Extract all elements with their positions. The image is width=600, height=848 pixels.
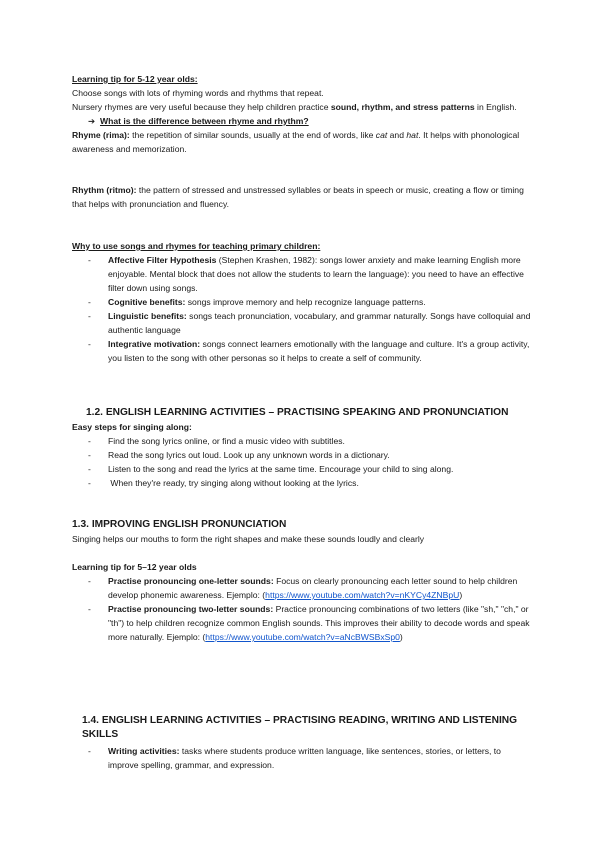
list-item: - Writing activities: tasks where students produce written language, like sentences, stories, or letters, to improve spelling, grammar, and expression. [72, 744, 532, 772]
pronunciation-tip [72, 560, 532, 644]
list-item: - Integrative motivation: songs connect learners emotionally with the language and culture. It's a group activity, you listen to the song with other personas so it helps to create a self of community. [72, 337, 532, 365]
section-1-3 [72, 518, 532, 546]
pronunciation-list [72, 574, 532, 644]
list-item: - Cognitive benefits: songs improve memory and help recognize language patterns. [72, 295, 532, 309]
singing-steps [72, 420, 532, 490]
singing-steps-list [72, 434, 532, 490]
reading-writing-list [72, 744, 532, 772]
arrow-icon: ➔ [88, 116, 96, 126]
section-intro: Singing helps our mouths to form the right shapes and make these sounds loudly and clearly [72, 534, 425, 544]
tip-line: Choose songs with lots of rhyming words and rhythms that repeat. [72, 88, 324, 98]
question-line [72, 114, 532, 128]
youtube-link[interactable]: https://www.youtube.com/watch?v=nKYCy4ZNBpU [265, 590, 460, 600]
section-heading: 1.3. IMPROVING ENGLISH PRONUNCIATION [72, 519, 287, 530]
learning-tip-heading: Learning tip for 5-12 year olds: [72, 74, 198, 84]
list-item: - Find the song lyrics online, or find a music video with subtitles. [72, 434, 532, 448]
list-item: - Practise pronouncing one-letter sounds: Focus on clearly pronouncing each letter sound to help children develop phonemic awareness. Ejemplo: (https://www.youtube.com/watch?v=nKYCy4ZNBpU) [72, 574, 532, 602]
rhyme-definition: Rhyme (rima): the repetition of similar sounds, usually at the end of words, like cat and hat. It helps with phonological awareness and memorization. [72, 130, 520, 154]
section-heading: 1.4. ENGLISH LEARNING ACTIVITIES – PRACTISING READING, WRITING AND LISTENING SKILLS [82, 715, 518, 740]
youtube-link[interactable]: https://www.youtube.com/watch?v=aNcBWSBxSp0 [205, 632, 400, 642]
section-1-2 [76, 406, 536, 420]
learning-tip-block [72, 72, 532, 156]
subheading: Easy steps for singing along: [72, 422, 192, 432]
list-item: - Read the song lyrics out loud. Look up any unknown words in a dictionary. [72, 448, 532, 462]
list-item: - Practise pronouncing two-letter sounds: Practice pronouncing combinations of two letters (like "sh," "ch," or "th") to help children recognize common English sounds. This improves their ability to decode words and speak more naturally. Ejemplo: (https://www.youtube.com/watch?v=aNcBWSBxSp0) [72, 602, 532, 644]
question-text: What is the difference between rhyme and rhythm? [99, 116, 309, 126]
section-heading: 1.2. ENGLISH LEARNING ACTIVITIES – PRACTISING SPEAKING AND PRONUNCIATION [86, 407, 509, 418]
list-item: - Affective Filter Hypothesis (Stephen Krashen, 1982): songs lower anxiety and make learning English more enjoyable. Mental block that does not allow the students to learn the language): you need to have an effective filter down using songs. [72, 253, 532, 295]
subheading: Learning tip for 5–12 year olds [72, 562, 197, 572]
rhythm-definition: Rhythm (ritmo): the pattern of stressed and unstressed syllables or beats in speech or music, creating a flow or timing that helps with pronunciation and fluency. [72, 185, 524, 209]
list-item: - Linguistic benefits: songs teach pronunciation, vocabulary, and grammar naturally. Songs have colloquial and authentic language [72, 309, 532, 337]
list-item: - Listen to the song and read the lyrics at the same time. Encourage your child to sing along. [72, 462, 532, 476]
writing-activities [72, 744, 532, 772]
tip-line-nursery: Nursery rhymes are very useful because they help children practice sound, rhythm, and stress patterns in English. [72, 102, 517, 112]
list-item: - When they're ready, try singing along without looking at the lyrics. [72, 476, 532, 490]
section-1-4 [82, 714, 532, 742]
why-songs-section [72, 239, 532, 365]
why-songs-list [72, 253, 532, 365]
why-songs-heading: Why to use songs and rhymes for teaching primary children: [72, 241, 321, 251]
